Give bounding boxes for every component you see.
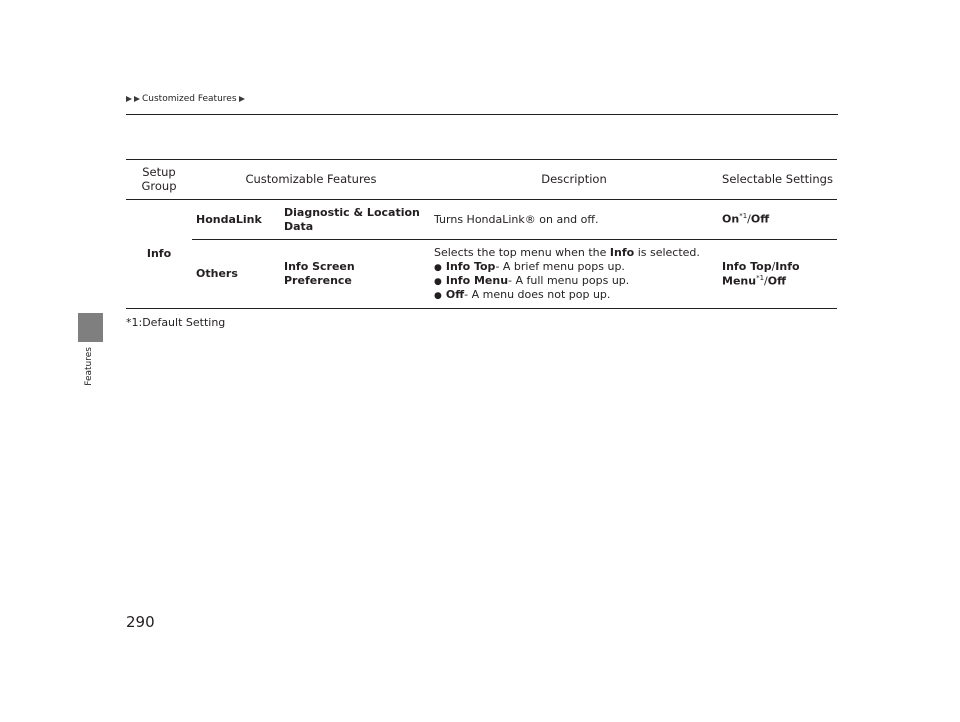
arrow-right-icon [239, 96, 245, 102]
arrow-right-icon [134, 96, 140, 102]
customizable-features-table [126, 159, 837, 309]
header-rule [126, 114, 838, 115]
setup-group-cell: Info [126, 200, 192, 309]
table-header-row [126, 160, 837, 200]
header-setup-group: Setup Group [126, 160, 192, 200]
default-mark: *1 [739, 212, 748, 221]
settings-cell [718, 240, 837, 309]
breadcrumb-label[interactable]: Customized Features [142, 94, 237, 104]
bullet-icon: ● [434, 291, 442, 301]
feature-category-cell: HondaLink [192, 200, 280, 240]
setting-separator: / [771, 259, 776, 273]
table-row [126, 240, 837, 309]
setting-option: Info Menu [722, 259, 800, 288]
default-mark: *1 [756, 273, 765, 282]
bullet-icon: ● [434, 276, 442, 287]
setting-option: Off [750, 212, 770, 226]
setting-separator: / [764, 274, 768, 288]
section-tab-label: Features [84, 347, 94, 386]
section-tab-marker [78, 313, 103, 342]
header-selectable-settings: Selectable Settings [718, 160, 837, 200]
header-description: Description [430, 160, 718, 200]
table-row [126, 200, 837, 240]
description-intro: Selects the top menu when the Info is selected. [434, 245, 700, 259]
arrow-right-icon [126, 96, 132, 102]
settings-cell [718, 200, 837, 240]
list-item: ● Off- A menu does not pop up. [434, 288, 611, 301]
footnote: *1:Default Setting [126, 316, 226, 329]
setting-separator: / [747, 212, 751, 226]
list-item: ● Info Top- A brief menu pops up. [434, 259, 625, 273]
setting-option: Off [767, 274, 787, 288]
page-number: 290 [126, 613, 155, 631]
bullet-icon: ● [434, 262, 442, 273]
feature-category-cell: Others [192, 240, 280, 309]
breadcrumb [126, 94, 245, 104]
description-cell [430, 240, 718, 309]
feature-name-cell: Info Screen Preference [280, 240, 430, 309]
description-cell: Turns HondaLink® on and off. [430, 200, 718, 240]
feature-name-cell: Diagnostic & Location Data [280, 200, 430, 240]
setting-option: On [722, 212, 740, 226]
header-customizable-features: Customizable Features [192, 160, 430, 200]
list-item: ● Info Menu- A full menu pops up. [434, 273, 630, 287]
setting-option: Info Top [722, 259, 772, 273]
